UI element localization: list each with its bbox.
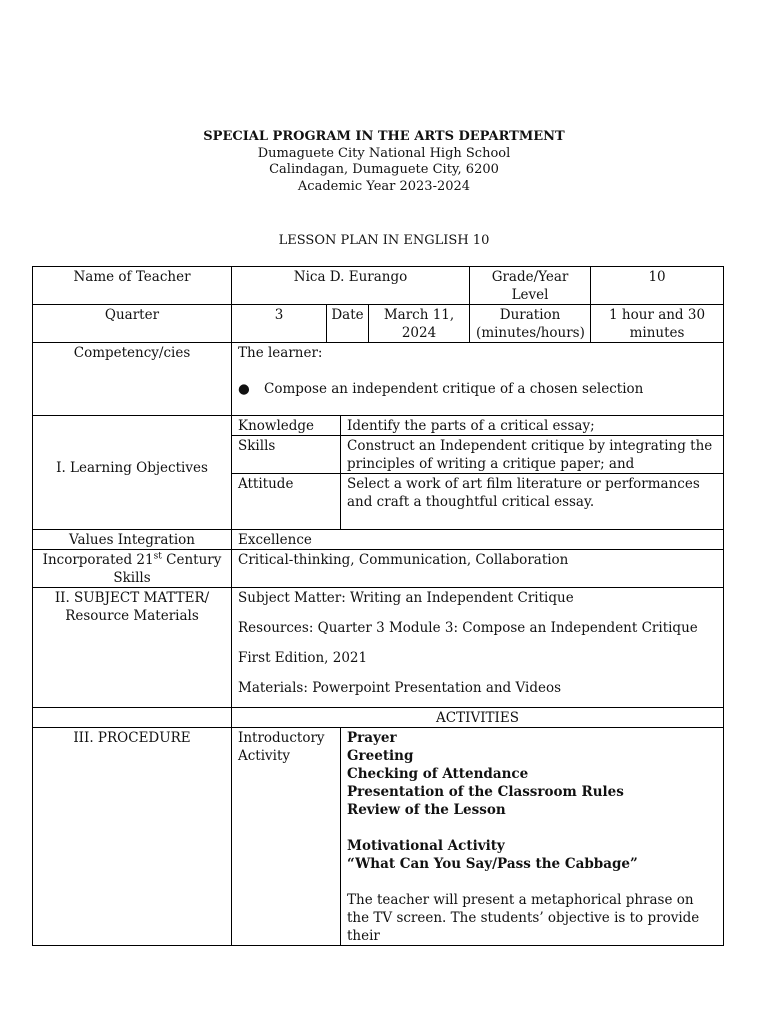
table-row	[33, 588, 724, 708]
competency-item	[238, 380, 717, 398]
subject-matter-cell	[232, 588, 724, 708]
table-row	[33, 708, 724, 728]
objectives-label: I. Learning Objectives	[33, 416, 232, 530]
skills-label: Skills	[232, 436, 341, 474]
document-header	[0, 129, 768, 195]
academic-year: Academic Year 2023-2024	[297, 178, 471, 194]
resources-text: Resources: Quarter 3 Module 3: Compose an Independent Critique	[238, 620, 698, 636]
century-skills-label: Incorporated 21st Century Skills	[33, 550, 232, 588]
subject-matter-text: Subject Matter: Writing an Independent Critique	[238, 590, 574, 606]
competency-label: Competency/cies	[33, 343, 232, 416]
list-item: Prayer	[347, 730, 397, 746]
table-row	[33, 416, 724, 436]
competency-item-text: Compose an independent critique of a chosen selection	[264, 381, 644, 397]
table-row	[33, 343, 724, 416]
competency-intro: The learner:	[238, 345, 323, 361]
date-value: March 11, 2024	[369, 305, 470, 343]
motivational-subtitle: “What Can You Say/Pass the Cabbage”	[347, 856, 638, 872]
school-name: Dumaguete City National High School	[257, 145, 511, 161]
attitude-value: Select a work of art film literature or performances and craft a thoughtful critical essay.	[341, 474, 724, 530]
date-label: Date	[327, 305, 369, 343]
table-row	[33, 267, 724, 305]
motivational-text: The teacher will present a metaphorical phrase on the TV screen. The students’ objective is to provide their	[347, 892, 700, 944]
bullet-icon: ●	[238, 381, 250, 397]
knowledge-value: Identify the parts of a critical essay;	[341, 416, 724, 436]
motivational-title: Motivational Activity	[347, 838, 505, 854]
duration-value: 1 hour and 30 minutes	[591, 305, 724, 343]
competency-cell	[232, 343, 724, 416]
grade-value: 10	[591, 267, 724, 305]
procedure-cell	[341, 728, 724, 946]
values-label: Values Integration	[33, 530, 232, 550]
lesson-plan-table	[32, 266, 724, 946]
teacher-value: Nica D. Eurango	[232, 267, 470, 305]
list-item: Checking of Attendance	[347, 766, 529, 782]
attitude-label: Attitude	[232, 474, 341, 530]
quarter-label: Quarter	[33, 305, 232, 343]
knowledge-label: Knowledge	[232, 416, 341, 436]
values-value: Excellence	[232, 530, 724, 550]
list-item: Review of the Lesson	[347, 802, 506, 818]
skills-value: Construct an Independent critique by integrating the principles of writing a critique paper; and	[341, 436, 724, 474]
edition-text: First Edition, 2021	[238, 650, 368, 666]
table-row	[33, 728, 724, 946]
table-row	[33, 550, 724, 588]
table-row	[33, 305, 724, 343]
subject-matter-label: II. SUBJECT MATTER/ Resource Materials	[33, 588, 232, 708]
lesson-plan-title: LESSON PLAN IN ENGLISH 10	[278, 233, 490, 248]
department-name: SPECIAL PROGRAM IN THE ARTS DEPARTMENT	[203, 129, 565, 144]
quarter-value: 3	[232, 305, 327, 343]
century-skills-value: Critical-thinking, Communication, Collaboration	[232, 550, 724, 588]
activities-header: ACTIVITIES	[232, 708, 724, 728]
intro-activity-label: Introductory Activity	[232, 728, 341, 946]
procedure-label: III. PROCEDURE	[33, 728, 232, 946]
teacher-label: Name of Teacher	[33, 267, 232, 305]
school-address: Calindagan, Dumaguete City, 6200	[269, 162, 499, 177]
list-item: Presentation of the Classroom Rules	[347, 784, 624, 800]
grade-label: Grade/Year Level	[470, 267, 591, 305]
duration-label: Duration (minutes/hours)	[470, 305, 591, 343]
list-item: Greeting	[347, 748, 414, 764]
table-row	[33, 530, 724, 550]
empty-cell	[33, 708, 232, 728]
materials-text: Materials: Powerpoint Presentation and Videos	[238, 680, 562, 696]
